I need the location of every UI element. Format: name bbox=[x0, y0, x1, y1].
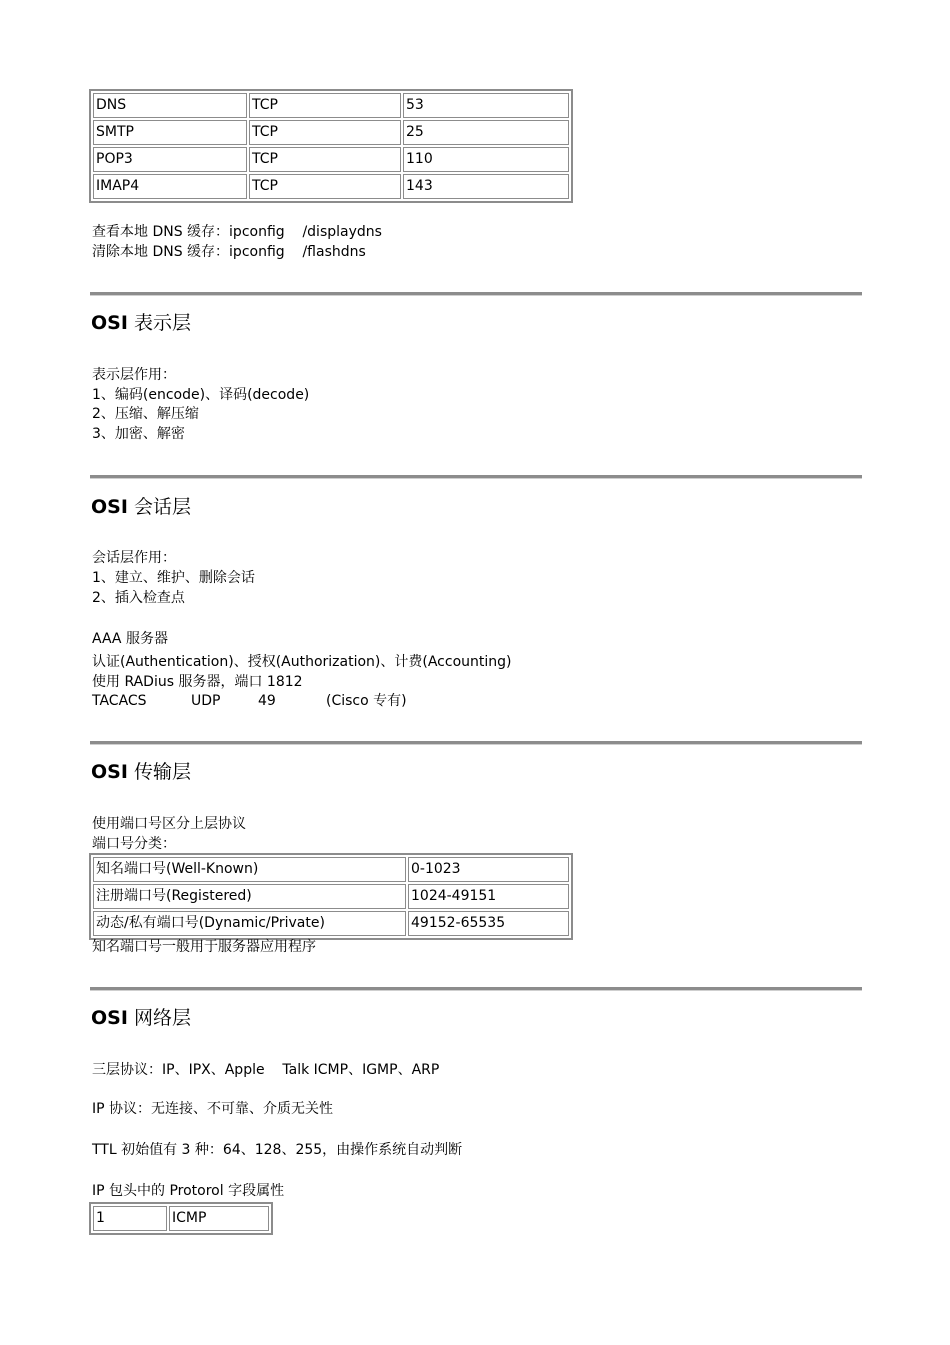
paragraph-line: 1、编码(encode)、译码(decode) bbox=[92, 387, 310, 403]
paragraph-line: 2、压缩、解压缩 bbox=[92, 406, 199, 422]
table-cell: 110 bbox=[403, 147, 569, 172]
table-cell: SMTP bbox=[93, 120, 247, 145]
section-heading-transport: OSI 传输层 bbox=[91, 761, 191, 783]
table-cell: DNS bbox=[93, 93, 247, 118]
ip-protocol-field-table bbox=[89, 1202, 273, 1235]
table-row bbox=[93, 884, 569, 909]
section-divider bbox=[90, 475, 862, 479]
table-cell: 143 bbox=[403, 174, 569, 199]
protocol-port-table bbox=[89, 89, 573, 203]
table-row bbox=[93, 147, 569, 172]
table-row bbox=[93, 93, 569, 118]
paragraph-line: 2、插入检查点 bbox=[92, 590, 185, 606]
table-row bbox=[93, 857, 569, 882]
table-cell: POP3 bbox=[93, 147, 247, 172]
table-cell: TCP bbox=[249, 174, 401, 199]
table-cell: TCP bbox=[249, 147, 401, 172]
section-divider bbox=[90, 987, 862, 991]
paragraph-line: TTL 初始值有 3 种：64、128、255，由操作系统自动判断 bbox=[92, 1142, 463, 1158]
dns-cache-clear-text: 清除本地 DNS 缓存：ipconfig /flashdns bbox=[92, 244, 366, 260]
table-cell: 1024-49151 bbox=[408, 884, 569, 909]
section-divider bbox=[90, 741, 862, 745]
port-range-table bbox=[89, 853, 573, 940]
paragraph-line: IP 包头中的 Protorol 字段属性 bbox=[92, 1183, 285, 1199]
tacacs-port: 49 bbox=[258, 693, 276, 709]
table-cell: TCP bbox=[249, 120, 401, 145]
paragraph-line: 认证(Authentication)、授权(Authorization)、计费(Accounting) bbox=[92, 654, 512, 670]
table-cell: IMAP4 bbox=[93, 174, 247, 199]
paragraph-line: 使用 RADius 服务器，端口 1812 bbox=[92, 674, 303, 690]
paragraph-line: IP 协议：无连接、不可靠、介质无关性 bbox=[92, 1101, 334, 1117]
section-divider bbox=[90, 292, 862, 296]
section-heading-session: OSI 会话层 bbox=[91, 496, 191, 518]
table-cell: 1 bbox=[93, 1206, 167, 1231]
paragraph-line: 3、加密、解密 bbox=[92, 426, 185, 442]
table-row bbox=[93, 174, 569, 199]
table-cell: 注册端口号(Registered) bbox=[93, 884, 406, 909]
table-cell: 25 bbox=[403, 120, 569, 145]
paragraph-line: 表示层作用： bbox=[92, 367, 176, 383]
paragraph-line: 知名端口号一般用于服务器应用程序 bbox=[92, 939, 316, 955]
table-cell: 动态/私有端口号(Dynamic/Private) bbox=[93, 911, 406, 936]
table-cell: ICMP bbox=[169, 1206, 269, 1231]
paragraph-line: AAA 服务器 bbox=[92, 631, 168, 647]
paragraph-line: 三层协议：IP、IPX、Apple Talk ICMP、IGMP、ARP bbox=[92, 1062, 440, 1078]
tacacs-name: TACACS bbox=[92, 693, 147, 709]
table-cell: 53 bbox=[403, 93, 569, 118]
table-row bbox=[93, 1206, 269, 1231]
section-heading-network: OSI 网络层 bbox=[91, 1007, 191, 1029]
paragraph-line: 会话层作用： bbox=[92, 550, 176, 566]
paragraph-line: 1、建立、维护、删除会话 bbox=[92, 570, 255, 586]
table-row bbox=[93, 120, 569, 145]
table-cell: 0-1023 bbox=[408, 857, 569, 882]
tacacs-note: (Cisco 专有) bbox=[326, 693, 407, 709]
paragraph-line: 端口号分类： bbox=[92, 836, 176, 852]
table-cell: 知名端口号(Well-Known) bbox=[93, 857, 406, 882]
tacacs-protocol: UDP bbox=[191, 693, 221, 709]
table-cell: 49152-65535 bbox=[408, 911, 569, 936]
section-heading-presentation: OSI 表示层 bbox=[91, 312, 191, 334]
dns-cache-view-text: 查看本地 DNS 缓存：ipconfig /displaydns bbox=[92, 224, 382, 240]
table-cell: TCP bbox=[249, 93, 401, 118]
paragraph-line: 使用端口号区分上层协议 bbox=[92, 816, 246, 832]
table-row bbox=[93, 911, 569, 936]
